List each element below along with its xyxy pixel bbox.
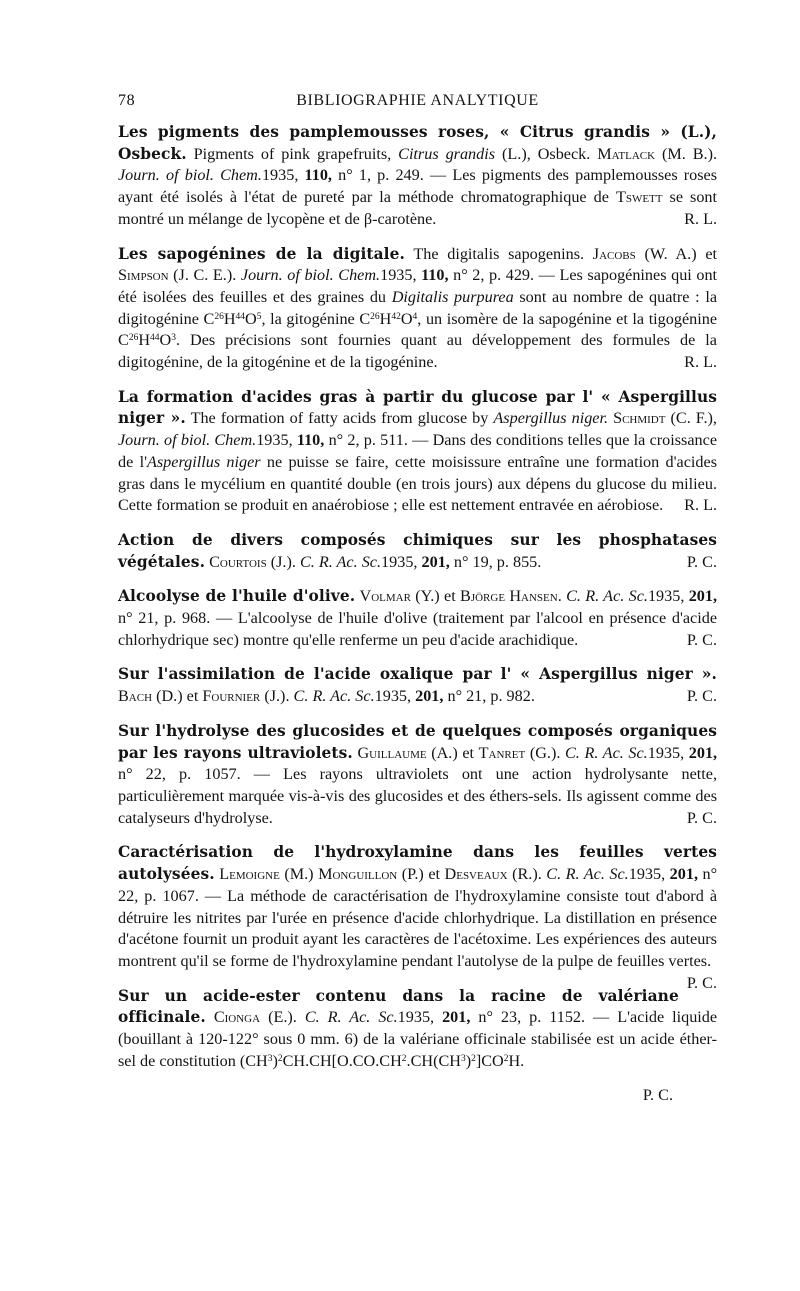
author: Fournier	[202, 687, 261, 706]
entry-title: Alcoolyse de l'huile d'olive.	[118, 587, 356, 606]
abstract: )	[272, 1051, 278, 1070]
author: Volmar	[359, 587, 411, 606]
formula-element: H	[379, 309, 392, 328]
bibliography-entry	[118, 387, 717, 517]
formula-element: O	[159, 331, 172, 350]
author: Schmidt	[613, 409, 666, 428]
english-title-tail: (L.), Osbeck.	[502, 144, 591, 163]
journal: C. R. Ac. Sc.	[546, 865, 629, 884]
bibliography-entry	[118, 530, 717, 573]
abstract: H.	[508, 1051, 525, 1070]
formula-subscript: 42	[391, 311, 401, 322]
abstract: L'alcoolyse de l'huile d'olive (traitement par l'alcool en présence d'acide chlorhydrique sec) montre qu'elle renferme un peu d'acide arachidique.	[118, 609, 718, 649]
volume: 201,	[442, 1008, 471, 1027]
issue-page: n° 21, p. 982.	[447, 687, 535, 706]
bibliography-entry	[118, 122, 717, 231]
formula-subscript: 2	[401, 1053, 407, 1064]
author: Björge Hansen.	[460, 587, 562, 606]
running-title: BIBLIOGRAPHIE ANALYTIQUE	[296, 92, 539, 109]
year: 1935,	[628, 865, 666, 884]
year: 1935,	[256, 431, 293, 450]
volume: 201,	[415, 687, 444, 706]
page-number: 78	[118, 92, 136, 109]
species-name: Aspergillus niger.	[493, 409, 609, 428]
abstract: .CH(CH	[406, 1051, 461, 1070]
formula-subscript: 26	[128, 333, 139, 344]
bibliography-entry	[118, 842, 718, 992]
issue-page: n° 2, p. 429. —	[453, 266, 555, 285]
english-title: Pigments of pink grapefruits,	[193, 144, 392, 163]
author: Tanret	[478, 743, 526, 762]
issue-page: n° 22, p. 1057. —	[118, 765, 270, 784]
formula-subscript: 44	[150, 333, 160, 344]
author-initials: (G.).	[529, 743, 561, 762]
issue-page: n° 1, p. 249. —	[338, 166, 447, 185]
abstract: . Des précisions sont fournies quant au développement des formules de la digitogénine, de la gitogénine et de la tigogénine.	[118, 331, 717, 372]
abstract: CH.CH[O.CO.CH	[282, 1051, 402, 1070]
volume: 110,	[296, 431, 325, 450]
issue-page: n° 21, p. 968. —	[118, 609, 233, 628]
abstract: La méthode de caractérisation de l'hydroxylamine consiste tout d'abord à détruire les nitrites par l'urée en présence d'acide chlorhydrique. La distillation en présence d'acétone fournit un produit ayant les caractères de l'acétoxime. Les expériences des auteurs montrent qu'il se forme de l'hydroxylamine pendant l'autolyse de la pulpe de feuilles vertes.	[118, 886, 718, 970]
formula-subscript: 4	[412, 311, 418, 322]
english-title: The formation of fatty acids from glucose by	[190, 409, 489, 428]
abstract: ]CO	[475, 1051, 504, 1070]
formula-subscript: 2	[277, 1053, 283, 1064]
author-initials: (D.) et	[156, 687, 199, 706]
year: 1935,	[381, 552, 418, 571]
reviewer-initials: P. C.	[642, 1086, 673, 1105]
volume: 110,	[304, 166, 332, 185]
abstract: Les sapogénines qui ont été isolées des feuilles et des graines du	[118, 266, 718, 306]
journal: Journ. of biol. Chem.	[118, 166, 262, 185]
reviewer-initials: R. L.	[684, 209, 717, 228]
journal: C. R. Ac. Sc.	[566, 587, 648, 606]
year: 1935,	[261, 166, 299, 185]
year: 1935,	[647, 587, 685, 606]
year: 1935,	[647, 743, 685, 762]
author-initials: (W. A.) et	[644, 244, 717, 263]
species-name: Digitalis purpurea	[391, 287, 514, 306]
abstract: sont au nombre de quatre : la digitogénine C	[118, 287, 718, 328]
formula-subscript: 26	[370, 311, 380, 322]
abstract: )	[465, 1051, 472, 1070]
author: Matlack (M. B.).	[597, 144, 718, 163]
volume: 110,	[421, 266, 449, 285]
species-name: Citrus grandis	[398, 144, 496, 163]
year: 1935,	[380, 266, 417, 285]
journal: Journ. of biol. Chem.	[118, 431, 257, 450]
bibliography-entry	[118, 721, 717, 830]
entry-title: Sur l'hydrolyse des glucosides et de quelques composés organiques par les rayons ultraviolets.	[118, 721, 717, 762]
bibliography-entry	[118, 244, 717, 374]
formula-subscript: 2	[471, 1053, 476, 1064]
year: 1935,	[374, 687, 412, 706]
volume: 201,	[421, 552, 450, 571]
author: Lemoigne	[219, 865, 280, 884]
species-name: Aspergillus niger	[146, 452, 261, 471]
formula-element: O	[245, 309, 257, 328]
author: Desveaux	[444, 865, 508, 884]
abstract-end: se sont montré un mélange de lycopène et de β-carotène.	[118, 188, 718, 228]
author-initials: (M.)	[284, 865, 314, 884]
issue-page: n° 19, p. 855.	[453, 552, 542, 571]
bibliography-entry	[118, 986, 717, 1073]
author: Monguillon	[318, 865, 398, 884]
entry-title: Sur l'assimilation de l'acide oxalique par l' « Aspergillus niger ».	[118, 665, 717, 684]
author-initials: (A.) et	[431, 743, 475, 762]
year: 1935,	[397, 1008, 435, 1027]
entry-title: La formation d'acides gras à partir du glucose par l' « Aspergillus niger ».	[118, 387, 717, 428]
author-initials: (J.).	[270, 552, 296, 571]
running-header	[118, 92, 717, 122]
bibliography-entry	[118, 664, 717, 707]
formula-element: O	[400, 309, 413, 328]
author: Bach	[118, 687, 153, 706]
reviewer-initials: P. C.	[686, 630, 717, 649]
author-initials: (J.).	[264, 687, 290, 706]
abstract: Dans des conditions telles que la croissance de l'	[118, 431, 717, 471]
reviewer-initials: R. L.	[684, 353, 717, 372]
author: Simpson	[118, 266, 169, 285]
author-initials: (J. C. E.).	[173, 266, 237, 285]
author: Guillaume	[357, 743, 427, 762]
author-initials: (E.).	[268, 1008, 297, 1027]
author-initials: (Y.) et	[415, 587, 456, 606]
reviewer-initials: P. C.	[686, 973, 717, 992]
formula-subscript: 44	[235, 311, 246, 322]
formula-subscript: 5	[256, 311, 262, 322]
english-title: The digitalis sapogenins.	[413, 244, 585, 263]
author-initials: (P.) et	[401, 865, 441, 884]
abstract: Les pigments des pamplemousses roses ayant été isolés à l'état de pureté par la méthode chromatographique de	[118, 166, 718, 207]
author: Cionga	[213, 1008, 261, 1027]
formula-subscript: 2	[503, 1053, 509, 1064]
reviewer-initials: P. C.	[686, 552, 717, 571]
author-initials: (R.).	[512, 865, 542, 884]
abstract: L'acide liquide (bouillant à 120-122° sous 0 mm. 6) de la valériane officinale stabilisée est un acide éther-sel de constitution (CH	[118, 1008, 718, 1070]
formula-element: H	[223, 309, 236, 328]
journal: Journ. of biol. Chem.	[240, 266, 381, 285]
journal: C. R. Ac. Sc.	[565, 743, 648, 762]
journal: C. R. Ac. Sc.	[304, 1008, 398, 1027]
reviewer-initials: R. L.	[684, 496, 717, 515]
issue-page: n° 2, p. 511. —	[328, 431, 429, 450]
entry-title: Sur un acide-ester contenu dans la racine de valériane officinale.	[118, 986, 679, 1027]
reviewer-initials: P. C.	[686, 808, 717, 827]
abstract: Les rayons ultraviolets ont une action hydrolysante nette, particulièrement marquée vis-à-vis des glucosides et des éthers-sels. Ils agissent comme des catalyseurs d'hydrolyse.	[118, 765, 717, 827]
formula-subscript: 3	[171, 333, 176, 344]
issue-page: n° 22, p. 1067. —	[118, 865, 718, 905]
journal: C. R. Ac. Sc.	[293, 687, 375, 706]
bibliography-entry	[118, 586, 717, 651]
author-initials: (C. F.),	[670, 409, 717, 428]
formula-subscript: 3	[460, 1053, 466, 1064]
entry-title: Les sapogénines de la digitale.	[118, 244, 405, 263]
formula-element: H	[138, 331, 151, 350]
formula-subscript: 3	[267, 1053, 273, 1064]
entry-title: Action de divers composés chimiques sur les phosphatases végétales.	[118, 530, 717, 571]
abstract: , un isomère de la sapogénine et la tigogénine C	[118, 309, 718, 350]
formula-subscript: 26	[214, 311, 224, 322]
abstract: , la gitogénine C	[261, 309, 371, 328]
abstract-author: Tswett	[615, 188, 663, 207]
entry-title: Caractérisation de l'hydroxylamine dans les feuilles vertes autolysées.	[118, 843, 717, 884]
volume: 201,	[688, 743, 718, 762]
issue-page: n° 23, p. 1152. —	[478, 1008, 610, 1027]
author: Courtois	[209, 552, 267, 571]
volume: 201,	[669, 865, 698, 884]
abstract: ne puisse se faire, cette moisissure entraîne une formation d'acides gras dans le mycélium en quantité double (en trois jours) aux dépens du glucose du milieu. Cette formation se produit en anaérobiose ; elle est nettement entravée en aérobiose.	[118, 452, 717, 515]
author: Jacobs	[592, 244, 636, 263]
entry-title: Les pigments des pamplemousses roses, « Citrus grandis » (L.), Osbeck.	[118, 123, 717, 163]
reviewer-initials: P. C.	[686, 687, 717, 706]
volume: 201,	[688, 587, 718, 606]
journal: C. R. Ac. Sc.	[299, 552, 382, 571]
